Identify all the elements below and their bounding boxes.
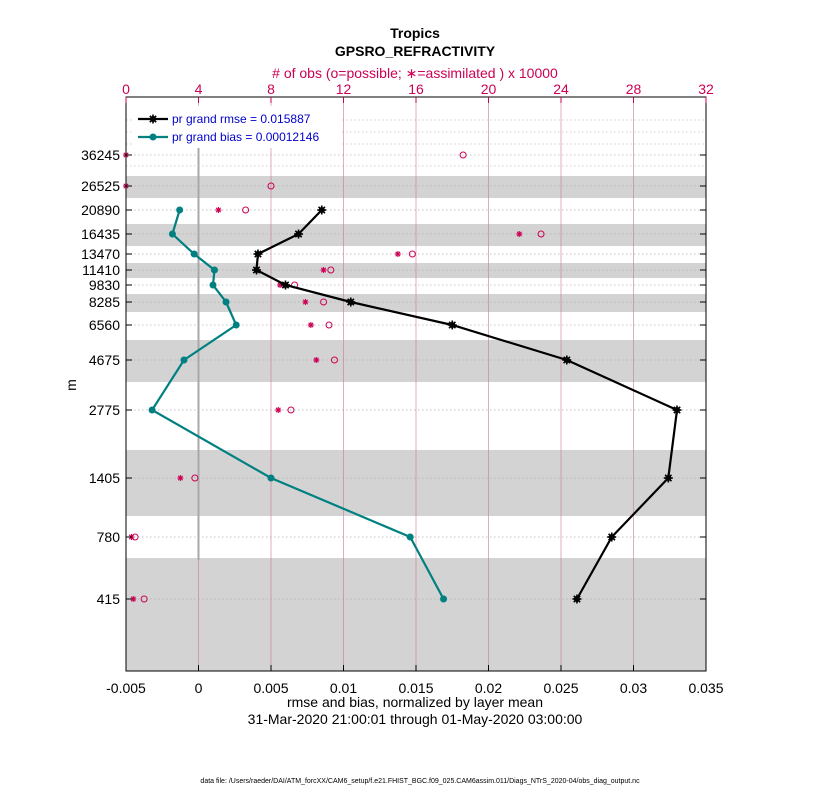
top-tick-label-16: 16: [408, 81, 424, 97]
bias-point-4675: [181, 357, 188, 364]
top-tick-label-32: 32: [698, 81, 714, 97]
rmse-point-20890: [317, 206, 326, 215]
rmse-point-780: [607, 533, 616, 542]
y-tick-label-26525: 26525: [81, 178, 120, 194]
y-axis-label: m: [63, 379, 79, 391]
chart-title: Tropics: [390, 25, 440, 41]
obs-possible-marker-20890: [243, 207, 249, 213]
y-tick-label-13470: 13470: [81, 246, 120, 262]
obs-assimilated-marker-13470: [395, 251, 401, 257]
top-axis-label: # of obs (o=possible; ∗=assimilated ) x 10000: [272, 65, 558, 81]
x-tick-label--0.005: -0.005: [106, 680, 146, 696]
x-tick-label-0.02: 0.02: [474, 680, 503, 696]
bias-point-1405: [268, 475, 275, 482]
x-tick-label-0.03: 0.03: [619, 680, 648, 696]
y-tick-label-9830: 9830: [88, 277, 120, 293]
rmse-point-2775: [673, 406, 682, 415]
bias-point-2775: [149, 407, 156, 414]
y-tick-label-6560: 6560: [88, 317, 120, 333]
footer-data-file: data file: /Users/raeder/DAI/ATM_forcXX/CAM6_setup/f.e21.FHIST_BGC.f09_025.CAM6assim.011/Diags_NTrS_2020-04/obs_diag_output.nc: [200, 778, 640, 785]
x-tick-label-0.015: 0.015: [398, 680, 434, 696]
obs-assimilated-marker-16435: [516, 231, 522, 237]
legend-marker-1: [150, 134, 157, 141]
y-tick-label-16435: 16435: [81, 226, 120, 242]
obs-assimilated-marker-6560: [308, 322, 314, 328]
bias-point-13470: [191, 251, 198, 258]
y-tick-label-2775: 2775: [88, 402, 120, 418]
x-tick-label-0.035: 0.035: [688, 680, 724, 696]
x-tick-label-0: 0: [194, 680, 203, 696]
bias-point-415: [440, 596, 447, 603]
top-tick-label-12: 12: [335, 81, 352, 97]
top-tick-label-24: 24: [553, 81, 569, 97]
top-tick-label-20: 20: [480, 81, 497, 97]
top-tick-label-4: 4: [194, 81, 203, 97]
y-tick-label-20890: 20890: [81, 202, 120, 218]
y-tick-label-415: 415: [96, 591, 120, 607]
bias-point-9830: [210, 282, 217, 289]
obs-assimilated-marker-20890: [215, 207, 221, 213]
y-tick-label-4675: 4675: [88, 352, 120, 368]
bias-point-16435: [169, 231, 176, 238]
legend: [132, 106, 342, 148]
bias-point-20890: [176, 207, 183, 214]
bias-point-11410: [211, 267, 218, 274]
y-tick-label-780: 780: [96, 529, 120, 545]
top-tick-label-0: 0: [122, 81, 130, 97]
rmse-point-8285: [346, 298, 355, 307]
bias-point-780: [407, 534, 414, 541]
obs-assimilated-marker-8285: [302, 299, 308, 305]
obs-assimilated-marker-1405: [177, 475, 183, 481]
legend-label-0: pr grand rmse = 0.015887: [172, 112, 311, 126]
y-tick-label-1405: 1405: [88, 470, 120, 486]
obs-assimilated-marker-2775: [275, 407, 281, 413]
obs-assimilated-marker-4675: [313, 357, 319, 363]
y-tick-label-36245: 36245: [81, 147, 120, 163]
rmse-point-415: [572, 595, 581, 604]
rmse-point-9830: [281, 281, 290, 290]
top-tick-label-8: 8: [267, 81, 275, 97]
bias-point-8285: [223, 299, 230, 306]
x-tick-label-0.005: 0.005: [253, 680, 289, 696]
legend-marker-0: [149, 115, 158, 124]
y-tick-label-8285: 8285: [88, 294, 120, 310]
rmse-point-6560: [448, 321, 457, 330]
obs-assimilated-marker-11410: [321, 267, 327, 273]
date-range: 31-Mar-2020 21:00:01 through 01-May-2020 03:00:00: [247, 711, 583, 727]
legend-label-1: pr grand bias = 0.00012146: [172, 130, 320, 144]
top-tick-label-28: 28: [625, 81, 642, 97]
rmse-point-16435: [294, 230, 303, 239]
rmse-point-13470: [253, 250, 262, 259]
bias-point-6560: [233, 322, 240, 329]
x-tick-label-0.025: 0.025: [543, 680, 579, 696]
y-tick-label-11410: 11410: [82, 262, 120, 278]
chart-subtitle: GPSRO_REFRACTIVITY: [334, 43, 496, 59]
rmse-point-1405: [664, 474, 673, 483]
rmse-point-4675: [562, 356, 571, 365]
rmse-point-11410: [252, 266, 261, 275]
x-tick-label-0.01: 0.01: [329, 680, 358, 696]
x-axis-label: rmse and bias, normalized by layer mean: [286, 694, 544, 710]
